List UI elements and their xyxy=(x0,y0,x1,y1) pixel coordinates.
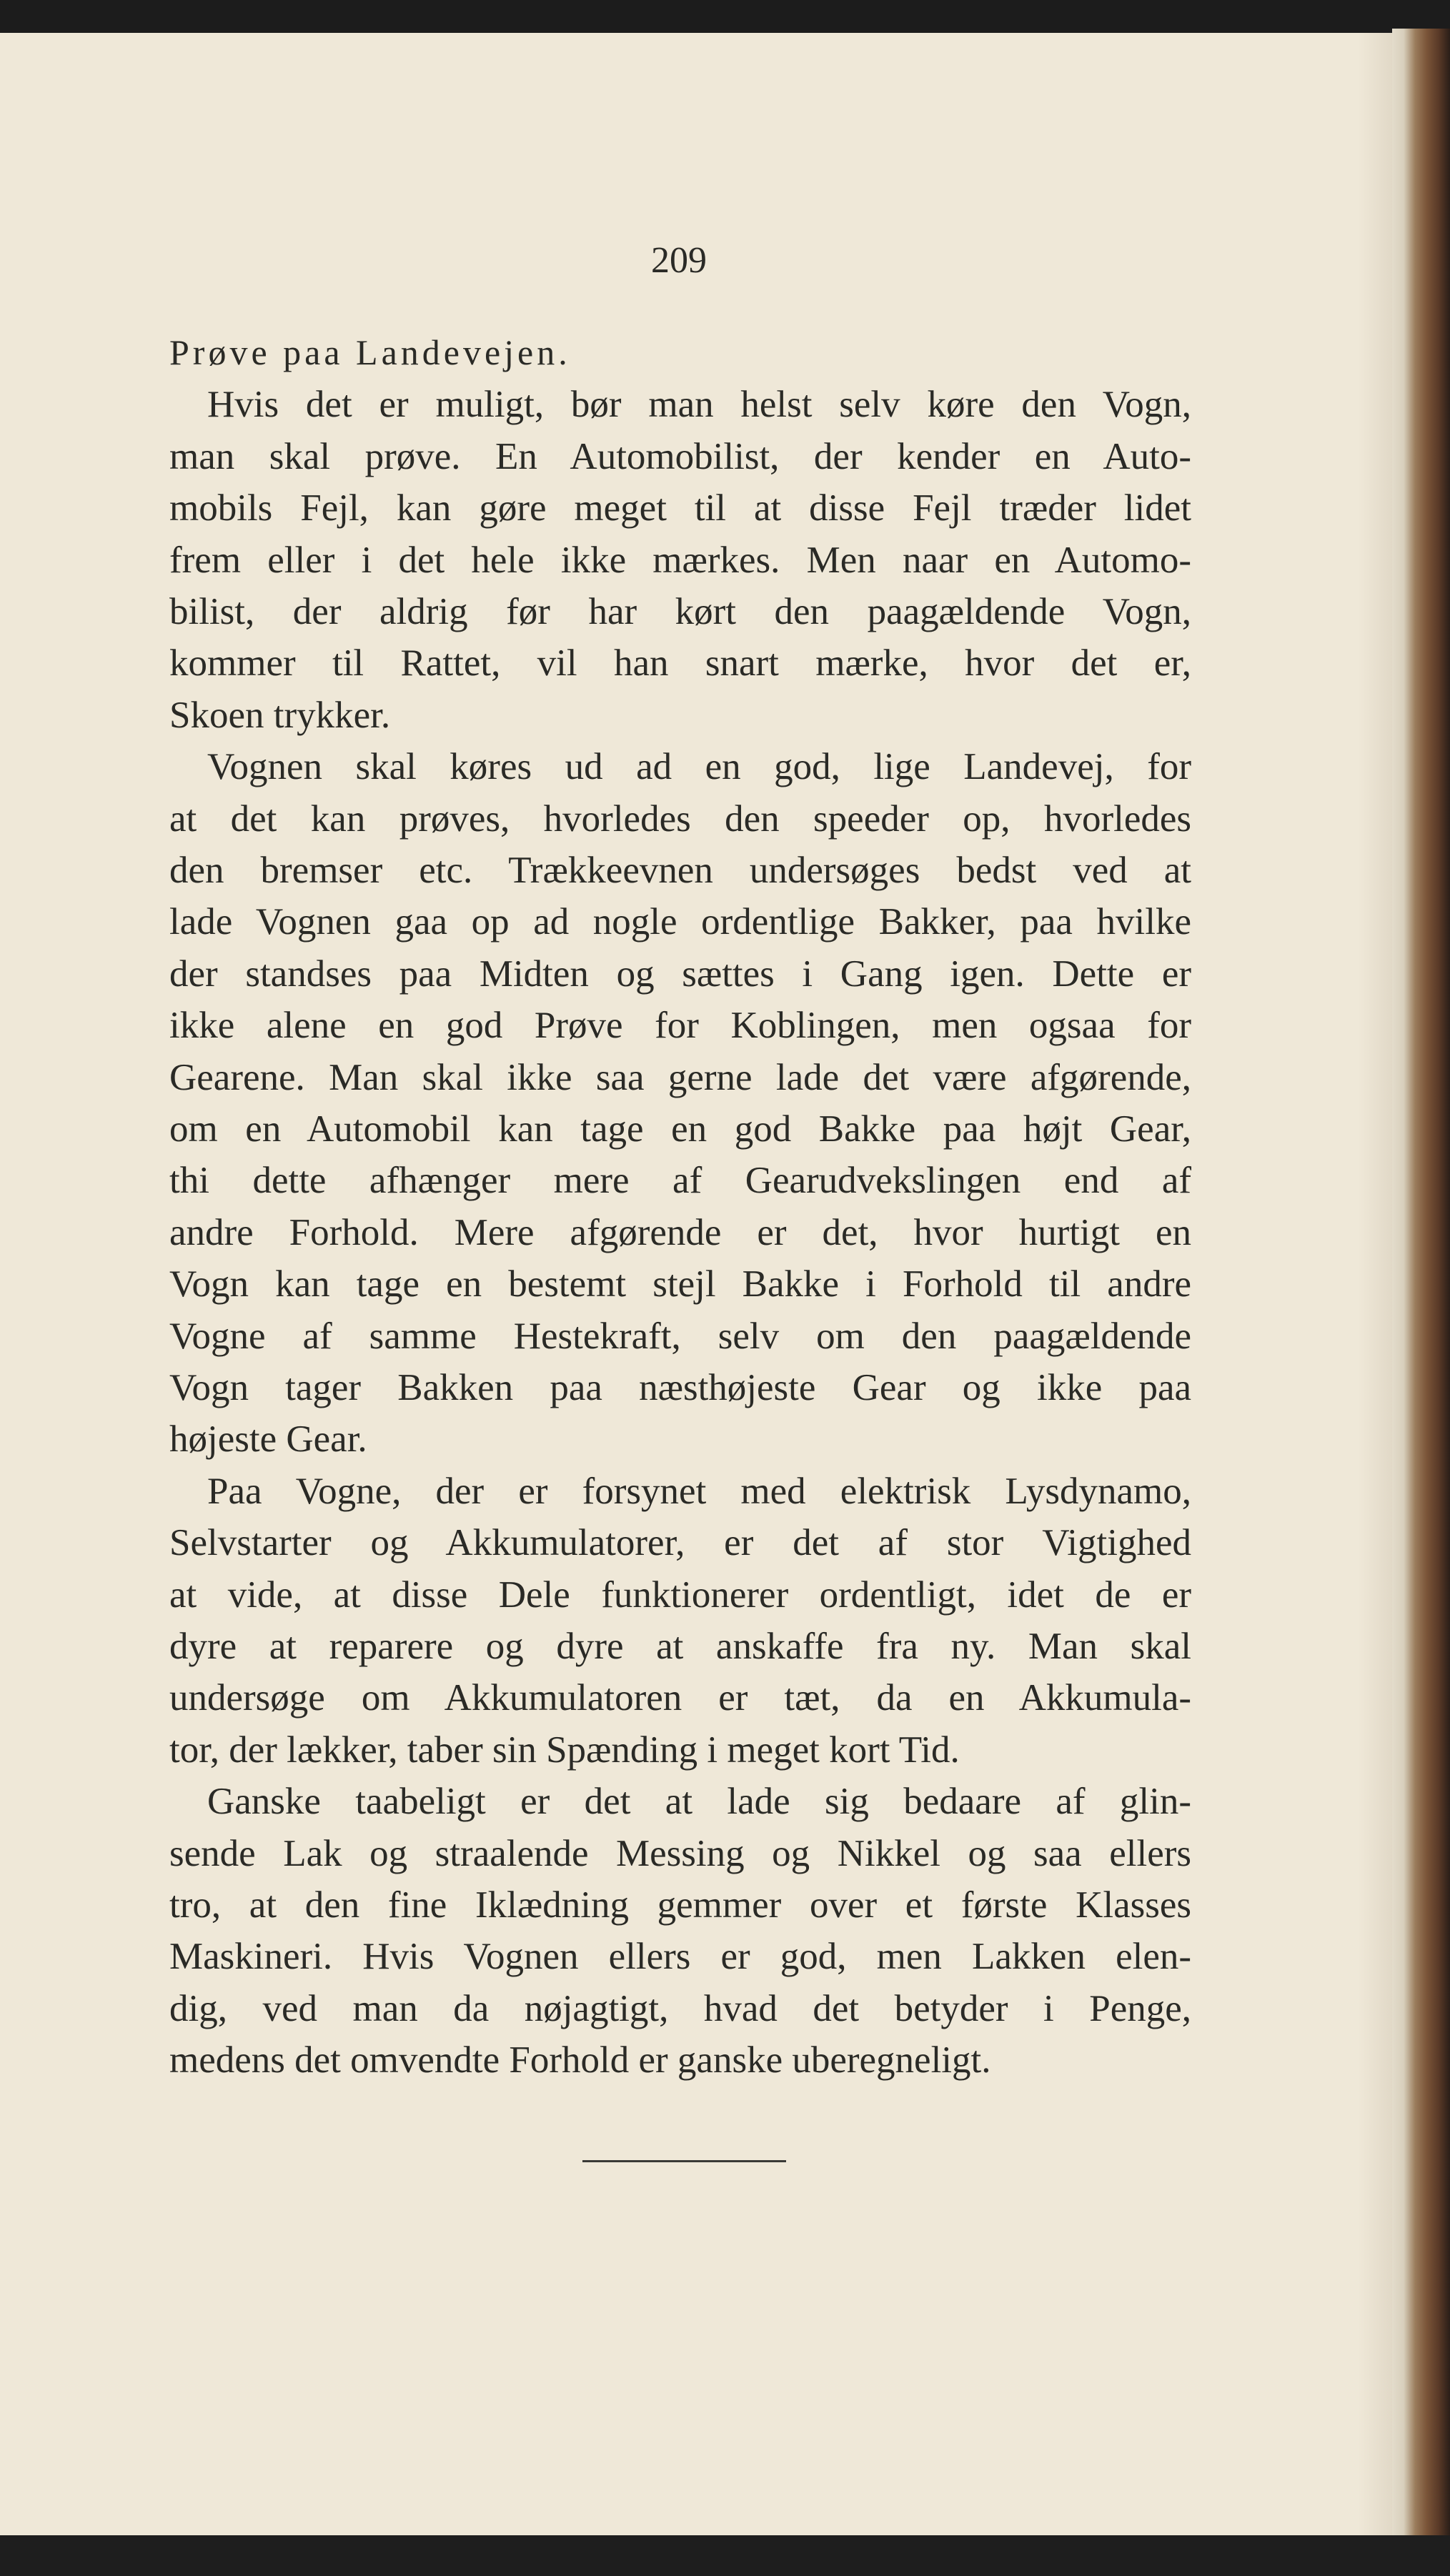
text-line: Vogn kan tage en bestemt stejl Bakke i Forhold til andre xyxy=(169,1263,1191,1306)
text-line: Hvis det er muligt, bør man helst selv køre den Vogn, xyxy=(207,384,1191,426)
text-line: Vogn tager Bakken paa næsthøjeste Gear og ikke paa xyxy=(169,1367,1191,1408)
scan-bottom-border xyxy=(0,2535,1450,2576)
text-line: højeste Gear. xyxy=(169,1418,367,1461)
text-line: undersøge om Akkumulatoren er tæt, da en Akkumula- xyxy=(169,1677,1191,1719)
text-line: Ganske taabeligt er det at lade sig bedaare af glin- xyxy=(207,1781,1191,1823)
text-line: dyre at reparere og dyre at anskaffe fra ny. Man skal xyxy=(169,1626,1191,1667)
text-line: sende Lak og straalende Messing og Nikkel og saa ellers xyxy=(169,1832,1191,1874)
text-line: Gearene. Man skal ikke saa gerne lade det være afgørende, xyxy=(169,1056,1191,1098)
page-gutter-shade xyxy=(1358,33,1394,2535)
end-rule xyxy=(582,2160,786,2162)
text-line: bilist, der aldrig før har kørt den paagældende Vogn, xyxy=(169,591,1191,632)
text-line: thi dette afhænger mere af Gearudvekslingen end af xyxy=(169,1160,1191,1202)
text-line: den bremser etc. Trækkeevnen undersøges bedst ved at xyxy=(169,850,1191,891)
text-line: Selvstarter og Akkumulatorer, er det af stor Vigtighed xyxy=(169,1522,1191,1564)
text-line: om en Automobil kan tage en god Bakke paa højt Gear, xyxy=(169,1108,1191,1150)
page-number: 209 xyxy=(651,240,707,281)
text-line: kommer til Rattet, vil han snart mærke, hvor det er, xyxy=(169,642,1191,685)
text-line: at det kan prøves, hvorledes den speeder op, hvorledes xyxy=(169,797,1191,840)
section-heading: Prøve paa Landevejen. xyxy=(169,332,571,372)
text-line: mobils Fejl, kan gøre meget til at disse Fejl træder lidet xyxy=(169,487,1191,529)
text-line: Maskineri. Hvis Vognen ellers er god, men Lakken elen- xyxy=(169,1936,1191,1978)
scan-top-border xyxy=(0,0,1450,33)
text-line: at vide, at disse Dele funktionerer ordentligt, idet de er xyxy=(169,1573,1191,1616)
text-line: andre Forhold. Mere afgørende er det, hvor hurtigt en xyxy=(169,1211,1191,1253)
text-line: tor, der lækker, taber sin Spænding i meget kort Tid. xyxy=(169,1729,960,1771)
text-line: tro, at den fine Iklædning gemmer over et første Klasses xyxy=(169,1884,1191,1926)
text-line: medens det omvendte Forhold er ganske uberegneligt. xyxy=(169,2039,991,2082)
text-line: Vognen skal køres ud ad en god, lige Landevej, for xyxy=(207,746,1191,788)
text-line: frem eller i det hele ikke mærkes. Men naar en Automo- xyxy=(169,539,1191,581)
text-line: man skal prøve. En Automobilist, der kender en Auto- xyxy=(169,435,1191,477)
text-line: Paa Vogne, der er forsynet med elektrisk Lysdynamo, xyxy=(207,1470,1191,1512)
text-line: ikke alene en god Prøve for Koblingen, men ogsaa for xyxy=(169,1005,1191,1047)
text-line: Skoen trykker. xyxy=(169,694,391,736)
text-line: dig, ved man da nøjagtigt, hvad det betyder i Penge, xyxy=(169,1987,1191,2029)
text-line: Vogne af samme Hestekraft, selv om den paagældende xyxy=(169,1315,1191,1357)
text-line: lade Vognen gaa op ad nogle ordentlige Bakker, paa hvilke xyxy=(169,901,1191,943)
book-page-edges xyxy=(1392,29,1450,2537)
text-line: der standses paa Midten og sættes i Gang igen. Dette er xyxy=(169,953,1191,995)
